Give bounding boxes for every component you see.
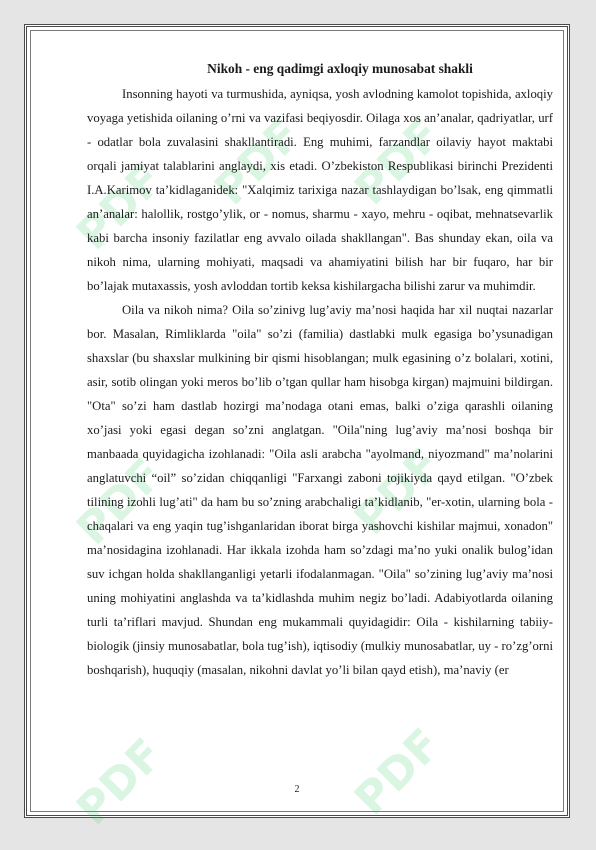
document-body <box>87 57 553 682</box>
paragraph-1: Insonning hayoti va turmushida, ayniqsa, yosh avlodning kamolot topishida, axloqiy voyaga yetishida oilaning o’rni va vazifasi beqiyosdir. Oilaga xos an’analar, qadriyatlar, urf - odatlar bola zuvalasini shakllantiradi. Eng muhimi, farzandlar oilaviy hayot maktabi orqali jamiyat talablarini anglaydi, xis etadi. O’zbekiston Respublikasi birinchi Prezidenti I.A.Karimov ta’kidlaganidek: "Xalqimiz tarixiga nazar tashlaydigan bo’lsak, eng qimmatli an’analar: halollik, rostgo’ylik, or - nomus, sharmu - xayo, mehru - oqibat, mehnatsevarlik kabi barcha insoniy fazilatlar eng avvalo oilada shakllangan". Bas shunday ekan, oila va nikoh nima, ularning mohiyati, maqsadi va ahamiyatini bilish har bir fuqaro, har bir bo’lajak mutaxassis, yosh avloddan tortib keksa kishilargacha bilishi zarur va muhimdir. <box>87 87 553 293</box>
document-page <box>24 24 570 836</box>
svg-text:PDF: PDF <box>345 109 452 216</box>
svg-text:PDF: PDF <box>345 439 452 546</box>
svg-text:PDF: PDF <box>205 109 312 216</box>
document-title: Nikoh - eng qadimgi axloqiy munosabat shakli <box>207 61 473 76</box>
svg-text:PDF: PDF <box>345 719 452 826</box>
svg-text:PDF: PDF <box>67 154 174 261</box>
svg-text:PDF: PDF <box>67 449 174 556</box>
svg-text:PDF: PDF <box>67 729 174 836</box>
paragraph-2: Oila va nikoh nima? Oila so’zinivg lug’aviy ma’nosi haqida har xil nuqtai nazarlar bor. Masalan, Rimliklarda "oila" so’zi (familia) dastlabki mulk egasiga bo’ysunadigan shaxslar (bu shaxslar mulkining bir qismi hisoblangan; mulk egasining o’z bolalari, xotini, asir, sotib olingan yoki meros bo’lib o’tgan qullar ham hisobga kirgan) majmuini bildirgan. "Ota" so’zi ham dastlab hozirgi ma’nodaga otani emas, balki o’ziga qarashli oilaning xo’jasi yoki egasi degan so’zni anglatgan. "Oila"ning lug’aviy ma’nosi boshqa bir manbaada quyidagicha izohlanadi: "Oila asli arabcha "ayolmand, niyozmand" ma’nolarini anglatuvchi “oil” so’zidan chiqqanligi "Farxangi zaboni tojikiyda qayd etilgan. "O’zbek tilining izohli lug’ati" da ham bu so’zning arabchaligi ta’kidlanib, "er-xotin, ularning bola - chaqalari va eng yaqin tug’ishganlaridan iborat birga yashovchi kishilar majmui, xonadon" ma’nosidagina izohlanadi. Har ikkala izohda ham so’zdagi ma’no yuki onalik bulog’idan suv ichgan holda shakllanganligi yetarli ifodalanmagan. "Oila" so’zining lug’aviy ma’nosi uning mohiyatini anglashda va ta’kidlashda muhim negiz bo’ladi. Adabiyotlarda oilaning turli ta’riflari mavjud. Shundan eng mukammali quyidagidir: Oila - kishilarning tabiiy-biologik (jinsiy munosabatlar, bola tug’ish), iqtisodiy (mulkiy munosabatlar, uy - ro’zg’orni boshqarish), huquqiy (masalan, nikohni davlat yo’li bilan qayd etish), ma’naviy (er <box>87 303 553 677</box>
page-number: 2 <box>294 784 300 795</box>
